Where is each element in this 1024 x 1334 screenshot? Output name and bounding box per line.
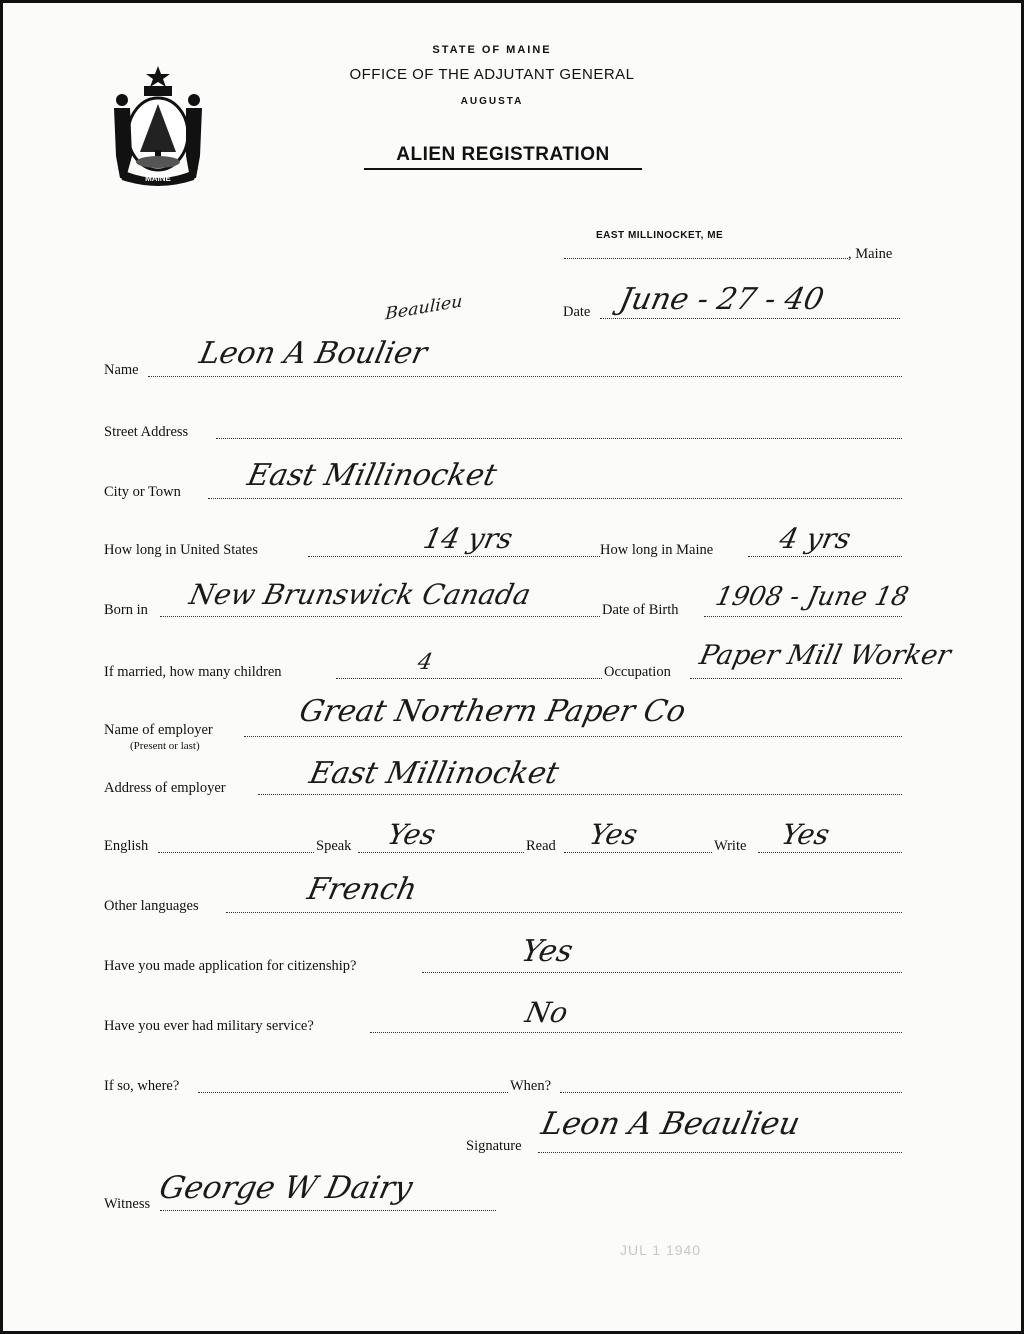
military-line: [370, 1032, 902, 1033]
header-office: OFFICE OF THE ADJUTANT GENERAL: [349, 66, 635, 83]
header-state: STATE OF MAINE: [432, 44, 552, 56]
us-duration-line: [308, 556, 600, 557]
witness-label: Witness: [104, 1196, 151, 1212]
witness-line: [160, 1210, 496, 1211]
date-line: [600, 318, 900, 319]
write-label: Write: [714, 838, 747, 854]
speak-value: Yes: [384, 818, 439, 851]
born-in-value: New Brunswick Canada: [186, 578, 534, 611]
city-label: City or Town: [104, 484, 181, 500]
maine-duration-label: How long in Maine: [600, 542, 714, 558]
write-line: [758, 852, 902, 853]
other-languages-value: French: [304, 872, 421, 907]
read-value: Yes: [586, 818, 641, 851]
write-value: Yes: [778, 818, 833, 851]
speak-line: [358, 852, 524, 853]
seal-banner-text: MAINE: [145, 174, 171, 183]
born-in-label: Born in: [104, 602, 148, 618]
signature-label: Signature: [466, 1138, 522, 1154]
occupation-label: Occupation: [604, 664, 671, 680]
children-line: [336, 678, 602, 679]
occupation-line: [690, 678, 902, 679]
street-label: Street Address: [104, 424, 189, 440]
english-label: English: [104, 838, 149, 854]
read-label: Read: [526, 838, 556, 854]
when-label: When?: [510, 1078, 552, 1094]
name-value: Leon A Boulier: [196, 336, 431, 371]
other-languages-line: [226, 912, 902, 913]
us-duration-value: 14 yrs: [420, 522, 516, 555]
location-stamp: EAST MILLINOCKET, ME: [596, 230, 724, 241]
signature-line: [538, 1152, 902, 1153]
employer-line: [244, 736, 902, 737]
name-line: [148, 376, 902, 377]
read-line: [564, 852, 712, 853]
employer-value: Great Northern Paper Co: [296, 694, 689, 729]
location-suffix: , Maine: [848, 246, 893, 262]
signature-value: Leon A Beaulieu: [538, 1106, 804, 1142]
name-label: Name: [104, 362, 139, 378]
date-label: Date: [563, 304, 591, 320]
speak-label: Speak: [316, 838, 352, 854]
name-correction: Beaulieu: [384, 291, 463, 325]
military-label: Have you ever had military service?: [104, 1018, 314, 1034]
employer-address-line: [258, 794, 902, 795]
birth-date-value: 1908 - June 18: [712, 582, 912, 612]
english-line: [158, 852, 314, 853]
occupation-value: Paper Mill Worker: [696, 640, 954, 671]
date-value: June - 27 - 40: [616, 282, 827, 317]
header-city: AUGUSTA: [460, 96, 524, 107]
street-line: [216, 438, 902, 439]
children-label: If married, how many children: [104, 664, 282, 680]
maine-duration-line: [748, 556, 902, 557]
citizenship-line: [422, 972, 902, 973]
citizenship-value: Yes: [518, 934, 577, 969]
maine-duration-value: 4 yrs: [776, 522, 854, 555]
born-in-line: [160, 616, 600, 617]
employer-sub-label: (Present or last): [130, 740, 200, 752]
citizenship-label: Have you made application for citizenship?: [104, 958, 357, 974]
when-line: [560, 1092, 902, 1093]
form-title: ALIEN REGISTRATION: [364, 144, 642, 170]
city-value: East Millinocket: [244, 458, 500, 493]
witness-value: George W Dairy: [156, 1170, 416, 1206]
where-line: [198, 1092, 508, 1093]
where-label: If so, where?: [104, 1078, 180, 1094]
location-line: [564, 258, 848, 259]
city-line: [208, 498, 902, 499]
birth-date-label: Date of Birth: [602, 602, 679, 618]
employer-address-value: East Millinocket: [306, 756, 562, 791]
other-languages-label: Other languages: [104, 898, 199, 914]
us-duration-label: How long in United States: [104, 542, 258, 558]
faint-received-stamp: JUL 1 1940: [620, 1242, 702, 1258]
military-value: No: [522, 996, 571, 1029]
employer-address-label: Address of employer: [104, 780, 226, 796]
children-value: 4: [415, 650, 435, 675]
birth-date-line: [704, 616, 902, 617]
employer-label: Name of employer: [104, 722, 213, 738]
